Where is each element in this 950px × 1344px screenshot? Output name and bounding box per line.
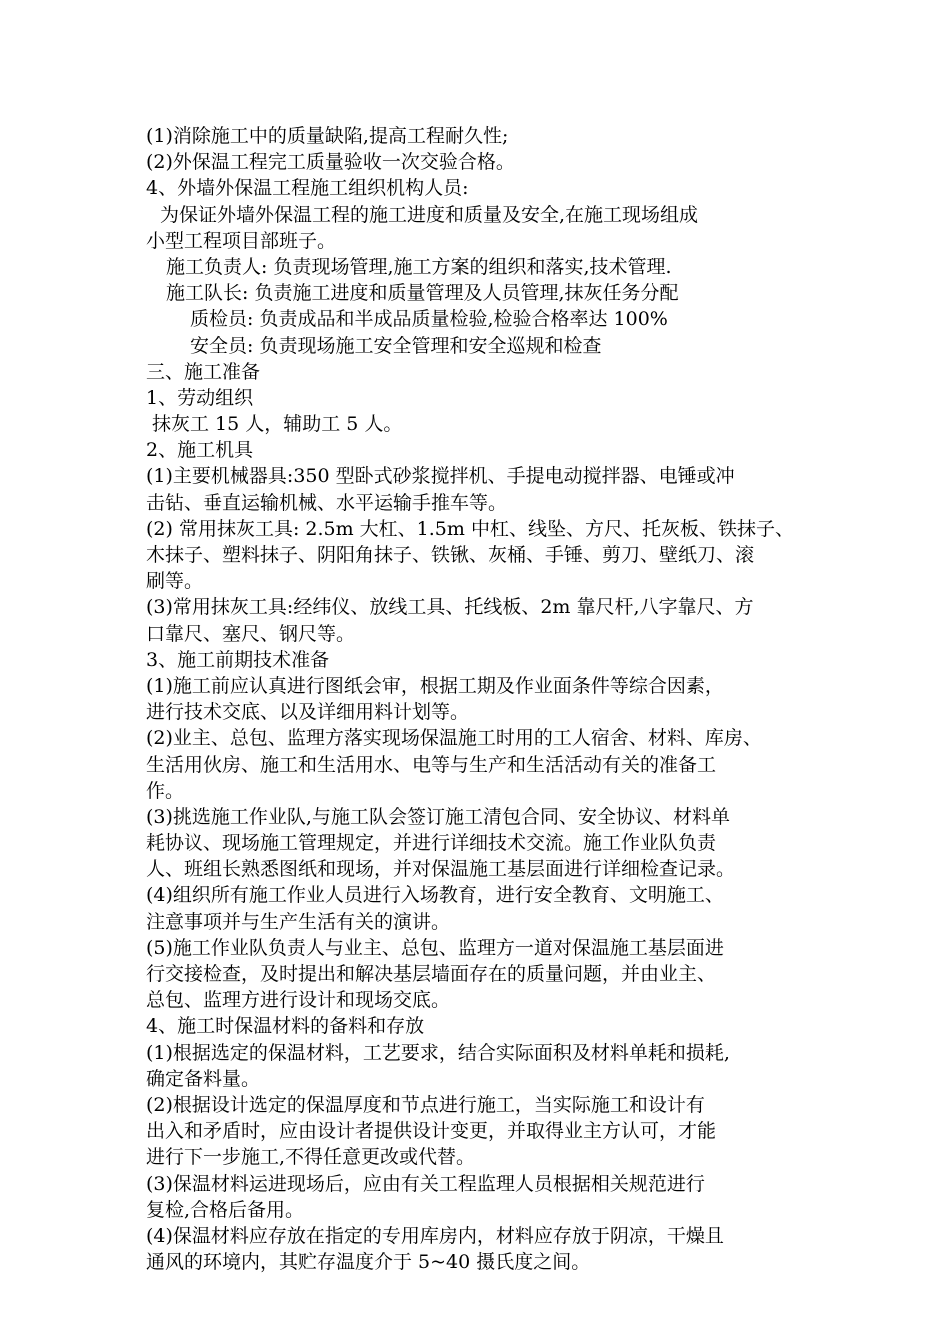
text-line: 安全员: 负责现场施工安全管理和安全巡规和检查 [190,334,602,357]
text-line: (1)消除施工中的质量缺陷,提高工程耐久性; [146,125,509,147]
text-line: 口靠尺、塞尺、钢尺等。 [146,622,356,645]
text-line: 生活用伙房、施工和生活用水、电等与生产和生活活动有关的准备工 [146,753,717,776]
text-line: 耗协议、现场施工管理规定，并进行详细技术交流。施工作业队负责 [146,832,717,855]
text-line: 总包、监理方进行设计和现场交底。 [146,989,451,1012]
text-line: (1)根据选定的保温材料，工艺要求，结合实际面积及材料单耗和损耗, [146,1041,730,1064]
text-line: 施工负责人: 负责现场管理,施工方案的组织和落实,技术管理. [166,255,672,278]
chapter-heading: 三、施工准备 [146,360,261,383]
text-line: (2)根据设计选定的保温厚度和节点进行施工，当实际施工和设计有 [146,1093,705,1116]
text-line: 进行技术交底、以及详细用料计划等。 [146,701,470,724]
text-line: 复检,合格后备用。 [146,1198,305,1221]
document-body [146,123,826,1275]
text-line: (4)组织所有施工作业人员进行入场教育，进行安全教育、文明施工、 [146,884,724,907]
text-line: (2)业主、总包、监理方落实现场保温施工时用的工人宿舍、材料、库房、 [146,727,762,750]
text-line: 木抹子、塑料抹子、阴阳角抹子、铁锹、灰桶、手锤、剪刀、壁纸刀、滚 [146,544,755,566]
text-line: 击钻、垂直运输机械、水平运输手推车等。 [146,491,508,514]
text-line: (4)保温材料应存放在指定的专用库房内，材料应存放于阴凉，干燥且 [146,1224,724,1247]
text-line: (2) 常用抹灰工具: 2.5m 大杠、1.5m 中杠、线坠、方尺、托灰板、铁抹子、 [146,517,794,540]
text-line: 为保证外墙外保温工程的施工进度和质量及安全,在施工现场组成 [160,203,699,226]
text-line: 行交接检查，及时提出和解决基层墙面存在的质量问题，并由业主、 [146,963,717,985]
text-line: 作。 [146,779,185,802]
section-heading: 1、劳动组织 [146,386,254,409]
text-line: (3)保温材料运进现场后，应由有关工程监理人员根据相关规范进行 [146,1172,705,1195]
section-heading: 3、施工前期技术准备 [146,648,330,671]
text-line: 注意事项并与生产生活有关的演讲。 [146,910,451,933]
text-line: 抹灰工 15 人，辅助工 5 人。 [152,413,403,436]
section-heading: 4、施工时保温材料的备料和存放 [146,1015,425,1038]
text-line: 确定备料量。 [146,1067,261,1090]
text-line: (3)常用抹灰工具:经纬仪、放线工具、托线板、2m 靠尺杆,八字靠尺、方 [146,596,754,619]
section-heading: 4、外墙外保温工程施工组织机构人员: [146,177,469,200]
text-line: 出入和矛盾时，应由设计者提供设计变更，并取得业主方认可，才能 [146,1120,717,1143]
text-line: (5)施工作业队负责人与业主、总包、监理方一道对保温施工基层面进 [146,936,724,959]
text-line: 进行下一步施工,不得任意更改或代替。 [146,1146,476,1169]
text-line: (2)外保温工程完工质量验收一次交验合格。 [146,151,515,174]
text-line: 通风的环境内，其贮存温度介于 5~40 摄氏度之间。 [146,1251,591,1274]
text-line: 人、班组长熟悉图纸和现场，并对保温施工基层面进行详细检查记录。 [146,858,736,881]
text-line: 施工队长: 负责施工进度和质量管理及人员管理,抹灰任务分配 [166,282,679,305]
text-line: 小型工程项目部班子。 [146,229,337,252]
text-line: (3)挑选施工作业队,与施工队会签订施工清包合同、安全协议、材料单 [146,805,730,828]
text-line: 刷等。 [146,570,204,593]
text-line: (1)施工前应认真进行图纸会审，根据工期及作业面条件等综合因素， [146,674,724,697]
text-line: 质检员: 负责成品和半成品质量检验,检验合格率达 100% [190,308,668,331]
section-heading: 2、施工机具 [146,439,254,462]
text-line: (1)主要机械器具:350 型卧式砂浆搅拌机、手提电动搅拌器、电锤或冲 [146,465,735,488]
